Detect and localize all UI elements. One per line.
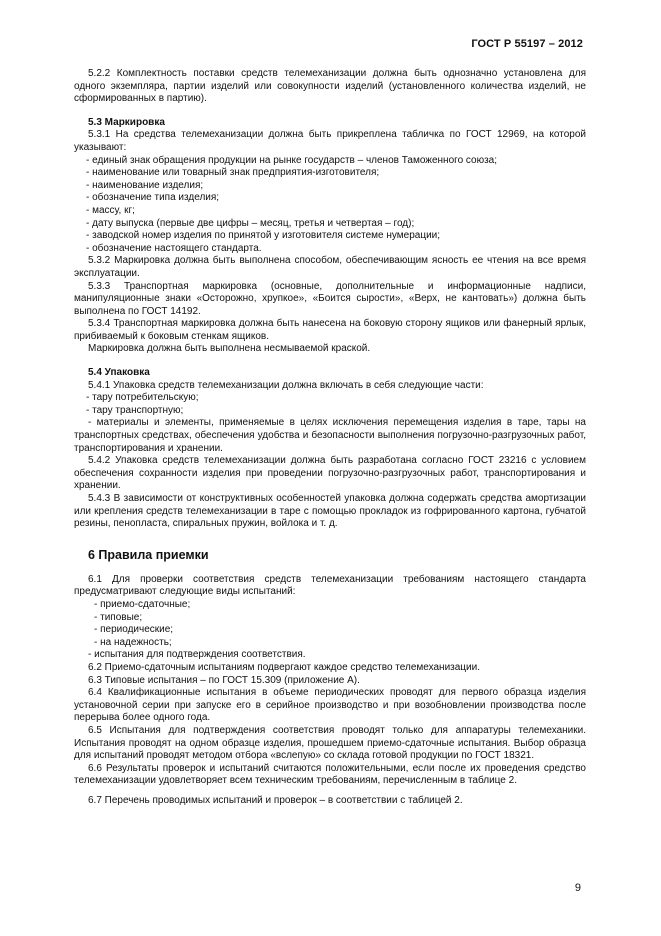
paragraph-6-7: 6.7 Перечень проводимых испытаний и проверок – в соответствии с таблицей 2. — [88, 794, 463, 806]
paragraph-5-3-3: 5.3.3 Транспортная маркировка (основные, дополнительные и информационные надписи, манипуляционные знаки «Осторожно, хрупкое», «Боится сырости», «Верх, не кантовать») должна быть выполнена по ГОСТ 14192. — [74, 280, 586, 317]
list-item: - тару транспортную; — [86, 404, 184, 416]
list-item: - массу, кг; — [86, 204, 135, 216]
list-item: - типовые; — [94, 611, 143, 623]
list-item: - обозначение настоящего стандарта. — [86, 242, 262, 254]
paragraph-packaging-materials: - материалы и элементы, применяемые в целях исключения перемещения изделия в таре, тары на транспортных средствах, обеспечения удобства и безопасности выполнения погрузочно-разгрузочных работ, транспортирования и хранении. — [74, 417, 586, 454]
packaging-list — [74, 392, 586, 417]
list-item: - периодические; — [94, 624, 174, 636]
marking-list — [74, 155, 586, 256]
paragraph-5-2-2: 5.2.2 Комплектность поставки средств телемеханизации должна быть однозначно установлена для одного экземпляра, партии изделий или совокупности изделий (установленного количества изделий, не сформированных в партию). — [74, 68, 586, 105]
paragraph-5-3-4: 5.3.4 Транспортная маркировка должна быть нанесена на боковую сторону ящиков или фанерный ярлык, прибиваемый к боковым стенкам ящиков. — [74, 318, 586, 342]
list-item: - заводской номер изделия по принятой у изготовителя системе нумерации; — [86, 230, 441, 242]
paragraph-6-3: 6.3 Типовые испытания – по ГОСТ 15.309 (приложение А). — [88, 674, 360, 686]
list-item: - наименование или товарный знак предприятия-изготовителя; — [86, 167, 380, 179]
list-item: - испытания для подтверждения соответствия. — [88, 649, 306, 661]
list-item: - приемо-сдаточные; — [94, 598, 191, 610]
paragraph-5-4-1: 5.4.1 Упаковка средств телемеханизации должна включать в себя следующие части: — [88, 379, 484, 391]
heading-5-3: 5.3 Маркировка — [88, 116, 165, 128]
page-number: 9 — [574, 882, 581, 894]
heading-5-4: 5.4 Упаковка — [88, 367, 150, 379]
paragraph-6-1: 6.1 Для проверки соответствия средств телемеханизации требованиям настоящего стандарта предусматривают следующие виды испытаний: — [74, 573, 586, 598]
paragraph-5-4-3: 5.4.3 В зависимости от конструктивных особенностей упаковка должна содержать средства амортизации или крепления средств телемеханизации в таре с помощью прокладок из гофрированного картона, губчатой резины, пенопласта, спиральных пружин, войлока и т. д. — [74, 493, 586, 530]
paragraph-6-5: 6.5 Испытания для подтверждения соответствия проводят только для аппаратуры телемеханики. Испытания проводят на одном образце изделия, прошедшем приемо-сдаточные испытания. Выбор образца для испытаний проводят методом отбора «вслепую» со склада готовой продукции по ГОСТ 18321. — [74, 724, 586, 762]
paragraph-5-4-2: 5.4.2 Упаковка средств телемеханизации должна быть разработана согласно ГОСТ 23216 с условием обеспечения сохранности изделия при проведении погрузочно-разгрузочных работ, транспортирования и хранении. — [74, 455, 586, 492]
list-item: - тару потребительскую; — [86, 392, 199, 404]
paragraph-marking-paint: Маркировка должна быть выполнена несмываемой краской. — [88, 343, 371, 355]
paragraph-6-6: 6.6 Результаты проверок и испытаний считаются положительными, если после их проведения средство телемеханизации удовлетворяет всем техническим требованиям, перечисленным в таблице 2. — [74, 762, 586, 787]
test-types-list — [74, 599, 586, 662]
list-item: - наименование изделия; — [86, 179, 204, 191]
list-item: - единый знак обращения продукции на рынке государств – членов Таможенного союза; — [86, 154, 498, 166]
paragraph-5-3-1: 5.3.1 На средства телемеханизации должна быть прикреплена табличка по ГОСТ 12969, на которой указывают: — [74, 129, 586, 153]
paragraph-5-3-2: 5.3.2 Маркировка должна быть выполнена способом, обеспечивающим ясность ее чтения на все время эксплуатации. — [74, 255, 586, 279]
document-header: ГОСТ Р 55197 – 2012 — [471, 38, 583, 50]
list-item: - дату выпуска (первые две цифры – месяц, третья и четвертая – год); — [86, 217, 415, 229]
document-body — [74, 68, 586, 807]
list-item: - обозначение типа изделия; — [86, 192, 220, 204]
list-item: - на надежность; — [94, 636, 172, 648]
paragraph-6-2: 6.2 Приемо-сдаточным испытаниям подвергают каждое средство телемеханизации. — [88, 661, 480, 673]
paragraph-6-4: 6.4 Квалификационные испытания в объеме периодических проводят для первого образца изделия установочной серии при запуске его в серийное производство и при возобновлении производства после перерыва более одного года. — [74, 687, 586, 724]
heading-section-6: 6 Правила приемки — [88, 547, 209, 562]
